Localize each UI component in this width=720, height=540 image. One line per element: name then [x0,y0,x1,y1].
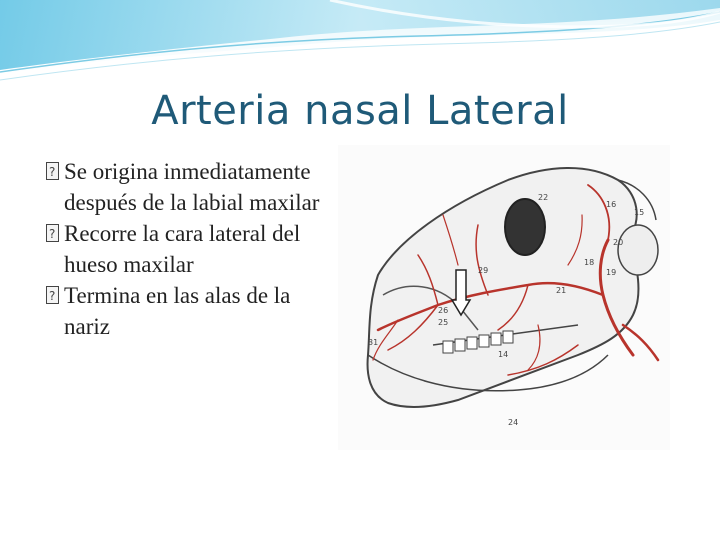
bullet-glyph-icon [46,162,59,180]
bullet-text: Recorre la cara lateral del hueso maxilar [64,221,301,277]
figure-label: 24 [508,418,519,427]
figure-label: 20 [613,238,624,247]
figure-label: 25 [438,318,449,327]
figure-label: 21 [556,286,567,295]
slide-title: Arteria nasal Lateral [151,88,569,134]
figure-label: 16 [606,200,617,209]
figure-label: 14 [498,350,509,359]
figure-label: 31 [368,338,379,347]
bullet-item [46,280,336,342]
figure-label: 19 [606,268,617,277]
bullet-glyph-icon [46,286,59,304]
bullet-glyph-icon [46,224,59,242]
figure-label: 18 [584,258,595,267]
figure-label: 29 [478,266,489,275]
figure-label: 26 [438,306,449,315]
bullet-text: Termina en las alas de la nariz [64,283,291,339]
bullet-item [46,156,336,218]
bullet-list [46,156,336,342]
skull-artery-figure [338,145,670,450]
bullet-text: Se origina inmediatamente después de la labial maxilar [64,159,320,215]
figure-label: 15 [634,208,645,217]
figure-label: 22 [538,193,549,202]
skull-artery-icon [338,145,670,450]
bullet-item [46,218,336,280]
